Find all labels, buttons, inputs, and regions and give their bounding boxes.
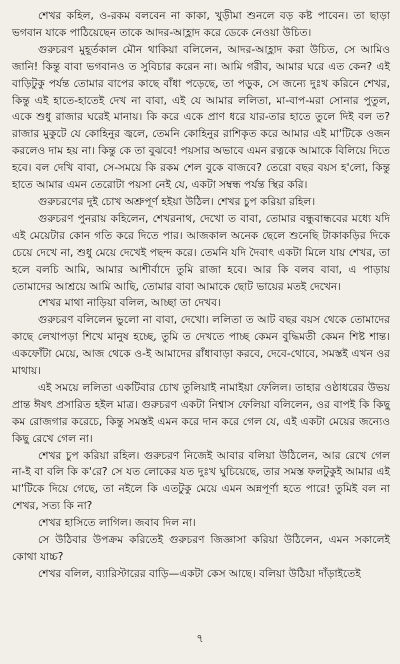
paragraph-3: গুরুচরণের দুই চোখ অশ্রুপূর্ণ হইয়া উঠিল। শেখর চুপ করিয়া রহিল। xyxy=(38,195,316,208)
paragraph-6: গুরুচরণ বলিলেন ভুলো না বাবা, দেখো। ললিতা ত আট বছর বয়স থেকে তোমাদের কাছে লেখাপড়া শিখে মানুষ হচ্ছে, তুমি ত দেখতে পাচ্ছ কেমন বুদ্ধিমতী কেমন শিষ্ট শান্ত। একফোঁটা মেয়ে, আজ থেকে ও-ই আমাদের রাঁধাবাড়া করবে, দেবে-থোবে, সমস্তই এখন ওর মাথায়। xyxy=(12,314,390,378)
paragraph-7: এই সময়ে ললিতা একটিবার চোখ তুলিয়াই নামাইয়া ফেলিল। তাহার ওষ্ঠাধরের উভয় প্রান্ত ঈষৎ প্রসারিত হইল মাত্র। গুরুচরণ একটা নিশ্বাস ফেলিয়া বলিলেন, ওর বাপই কি কিছু কম রোজগার করেচে, কিন্তু সমস্তই এমন করে দান করে গেল যে, এই একটা মেয়ের জন্যেও কিছু রেখে গেল না। xyxy=(12,381,390,445)
paragraph-4: গুরুচরণ পুনরায় কহিলেন, শেখরনাথ, দেখো ত বাবা, তোমার বন্ধুবান্ধবের মধ্যে যদি এই মেয়েটার কোন গতি করে দিতে পার। আজকাল অনেক ছেলে শুনেছি টাকাকড়ির দিকে চেয়ে দেখে না, শুধু মেয়ে দেখেই পছন্দ করে। তেমনি যদি দৈবাৎ একটা মিলে যায় শেখর, তা হলে বলচি আমি, আমার আশীর্বাদে তুমি রাজা হবে। আর কি বলব বাবা, এ পাড়ায় তোমাদের আশ্রয়ে আমি আছি, তোমার বাবা আমাকে ছোট ভায়ের মতই দেখেন। xyxy=(12,212,390,293)
body-text xyxy=(12,8,390,583)
paragraph-2: গুরুচরণ মুহূর্তকাল মৌন থাকিয়া বলিলেন, আদর-আহ্লাদ করা উচিত, সে আমিও জানি! কিন্তু বাবা ভগবানও ত সুবিচার করেন না। আমি গরীব, আমার ঘরে এত কেন? এই বাড়িটুকু পর্যন্ত তোমার বাপের কাছে বাঁধা পড়েছে, তা পড়ুক, সে জন্যে দুঃখ করিনে শেখর, কিন্তু এই হাতে-হাতেই দেখ না বাবা, এই যে আমার ললিতা, মা-বাপ-মরা সোনার পুতুল, একে শুধু রাজার ঘরেই মানায়। কি করে একে প্রাণ ধরে যার-তার হাতে তুলে দিই বল ত? রাজার মুকুটে যে কোহিনুর জ্বলে, তেমনি কোহিনুর রাশিকৃত করে আমার এই মা'টিকে ওজন করলেও দাম হয় না। কিন্তু কে তা বুঝবে! পয়সার অভাবে এমন রত্নকে আমাকে বিলিয়ে দিতে হবে। বল দেখি বাবা, সে-সময়ে কি রকম শেল বুকে বাজবে? তেরো বছর বয়স হ'লো, কিন্তু হাতে আমার এমন তেরোটা পয়সা নেই যে, একটা সম্বন্ধ পর্যন্ত স্থির করি। xyxy=(12,43,390,192)
paragraph-1: শেখর কহিল, ও-রকম বলবেন না কাকা, খুড়ীমা শুনলে বড় কষ্ট পাবেন। তা ছাড়া ভগবান যাকে পাঠিয়েছেন তাকে আদর-আহ্লাদ করে ডেকে নেওয়া উচিত। xyxy=(12,10,390,39)
paragraph-8: শেখর চুপ করিয়া রহিল। গুরুচরণ নিজেই আবার বলিয়া উঠিলেন, আর রেখে গেল না-ই বা বলি কি ক'রে? সে যত লোকের যত দুঃখ ঘুচিয়েছে, তার সমস্ত ফলটুকুই আমার এই মা'টিকে দিয়ে গেছে, তা নইলে কি এতটুকু মেয়ে এমন অন্নপূর্ণা হতে পারে! তুমিই বল না শেখর, সত্য কি না? xyxy=(12,449,390,513)
paragraph-11: শেখর বলিল, ব্যারিস্টারের বাড়ি—একটা কেস আছে। বলিয়া উঠিয়া দাঁড়াইতেই xyxy=(38,567,361,580)
paragraph-9: শেখর হাসিতে লাগিল। জবাব দিল না। xyxy=(38,517,196,530)
page-number: ৭ xyxy=(196,632,204,645)
paragraph-10: সে উঠিবার উপক্রম করিতেই গুরুচরণ জিজ্ঞাসা করিয়া উঠিলেন, এমন সকালেই কোথা যাচ্চ? xyxy=(12,534,390,563)
paragraph-5: শেখর মাথা নাড়িয়া বলিল, আচ্ছা তা দেখব। xyxy=(38,297,221,310)
